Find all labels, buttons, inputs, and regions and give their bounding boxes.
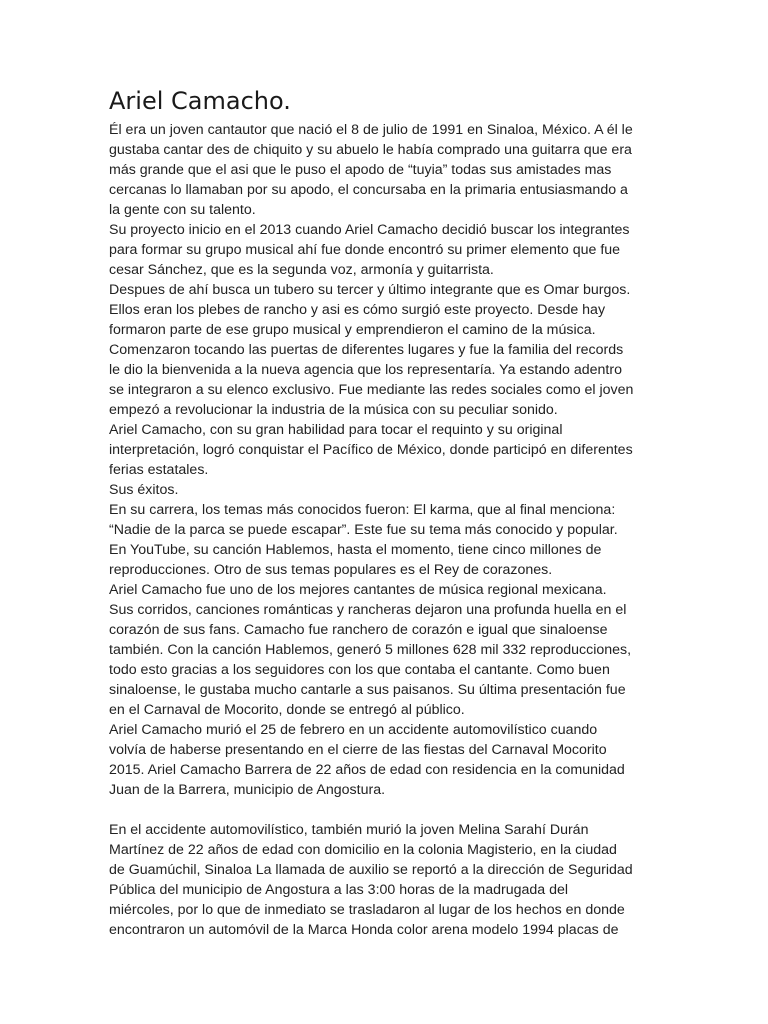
- text-line: corazón de sus fans. Camacho fue ranchero de corazón e igual que sinaloense: [109, 622, 608, 638]
- text-line: sinaloense, le gustaba mucho cantarle a sus paisanos. Su última presentación fue: [109, 682, 626, 698]
- document-page: [109, 86, 669, 940]
- document-title: Ariel Camacho.: [109, 87, 291, 115]
- text-line: Ariel Camacho murió el 25 de febrero en un accidente automovilístico cuando: [109, 722, 598, 738]
- text-line: cesar Sánchez, que es la segunda voz, armonía y guitarrista.: [109, 262, 494, 278]
- text-line: Comenzaron tocando las puertas de diferentes lugares y fue la familia del records: [109, 342, 624, 358]
- text-line: En YouTube, su canción Hablemos, hasta el momento, tiene cinco millones de: [109, 542, 602, 558]
- text-line: Despues de ahí busca un tubero su tercer y último integrante que es Omar burgos.: [109, 282, 631, 298]
- text-line: ferias estatales.: [109, 462, 209, 478]
- text-line: interpretación, logró conquistar el Pacífico de México, donde participó en diferentes: [109, 442, 633, 458]
- text-line: encontraron un automóvil de la Marca Honda color arena modelo 1994 placas de: [109, 922, 619, 938]
- text-line: más grande que el asi que le puso el apodo de “tuyia” todas sus amistades mas: [109, 162, 612, 178]
- text-line: de Guamúchil, Sinaloa La llamada de auxilio se reportó a la dirección de Seguridad: [109, 862, 633, 878]
- text-line: “Nadie de la parca se puede escapar”. Este fue su tema más conocido y popular.: [109, 522, 618, 538]
- text-line: todo esto gracias a los seguidores con los que contaba el cantante. Como buen: [109, 662, 610, 678]
- text-line: Él era un joven cantautor que nació el 8 de julio de 1991 en Sinaloa, México. A él le: [109, 122, 633, 138]
- text-line: Sus corridos, canciones románticas y rancheras dejaron una profunda huella en el: [109, 602, 627, 618]
- text-line: gustaba cantar des de chiquito y su abuelo le había comprado una guitarra que era: [109, 142, 632, 158]
- text-line: Ariel Camacho, con su gran habilidad para tocar el requinto y su original: [109, 422, 563, 438]
- text-line: En su carrera, los temas más conocidos fueron: El karma, que al final menciona:: [109, 502, 616, 518]
- text-line: Su proyecto inicio en el 2013 cuando Ariel Camacho decidió buscar los integrantes: [109, 222, 630, 238]
- text-line: cercanas lo llamaban por su apodo, el concursaba en la primaria entusiasmando a: [109, 182, 628, 198]
- text-line: también. Con la canción Hablemos, generó 5 millones 628 mil 332 reproducciones,: [109, 642, 632, 658]
- text-line: miércoles, por lo que de inmediato se trasladaron al lugar de los hechos en donde: [109, 902, 625, 918]
- text-line: se integraron a su elenco exclusivo. Fue mediante las redes sociales como el joven: [109, 382, 634, 398]
- text-line: volvía de haberse presentando en el cierre de las fiestas del Carnaval Mocorito: [109, 742, 607, 758]
- text-line: Ariel Camacho fue uno de los mejores cantantes de música regional mexicana.: [109, 582, 607, 598]
- text-line: la gente con su talento.: [109, 202, 256, 218]
- text-line: Martínez de 22 años de edad con domicilio en la colonia Magisterio, en la ciudad: [109, 842, 617, 858]
- document-body: [109, 120, 669, 940]
- text-line: le dio la bienvenida a la nueva agencia que los representaría. Ya estando adentro: [109, 362, 622, 378]
- text-line: En el accidente automovilístico, también murió la joven Melina Sarahí Durán: [109, 822, 589, 838]
- text-line: 2015. Ariel Camacho Barrera de 22 años de edad con residencia en la comunidad: [109, 762, 625, 778]
- text-line: en el Carnaval de Mocorito, donde se entregó al público.: [109, 702, 465, 718]
- text-line: Sus éxitos.: [109, 482, 179, 498]
- text-line: para formar su grupo musical ahí fue donde encontró su primer elemento que fue: [109, 242, 621, 258]
- text-line: reproducciones. Otro de sus temas populares es el Rey de corazones.: [109, 562, 553, 578]
- text-line: Pública del municipio de Angostura a las 3:00 horas de la madrugada del: [109, 882, 569, 898]
- text-line: formaron parte de ese grupo musical y emprendieron el camino de la música.: [109, 322, 596, 338]
- text-line: Juan de la Barrera, municipio de Angostura.: [109, 782, 386, 798]
- paragraph-gap: [109, 800, 669, 820]
- text-line: Ellos eran los plebes de rancho y asi es cómo surgió este proyecto. Desde hay: [109, 302, 606, 318]
- text-line: empezó a revolucionar la industria de la música con su peculiar sonido.: [109, 402, 558, 418]
